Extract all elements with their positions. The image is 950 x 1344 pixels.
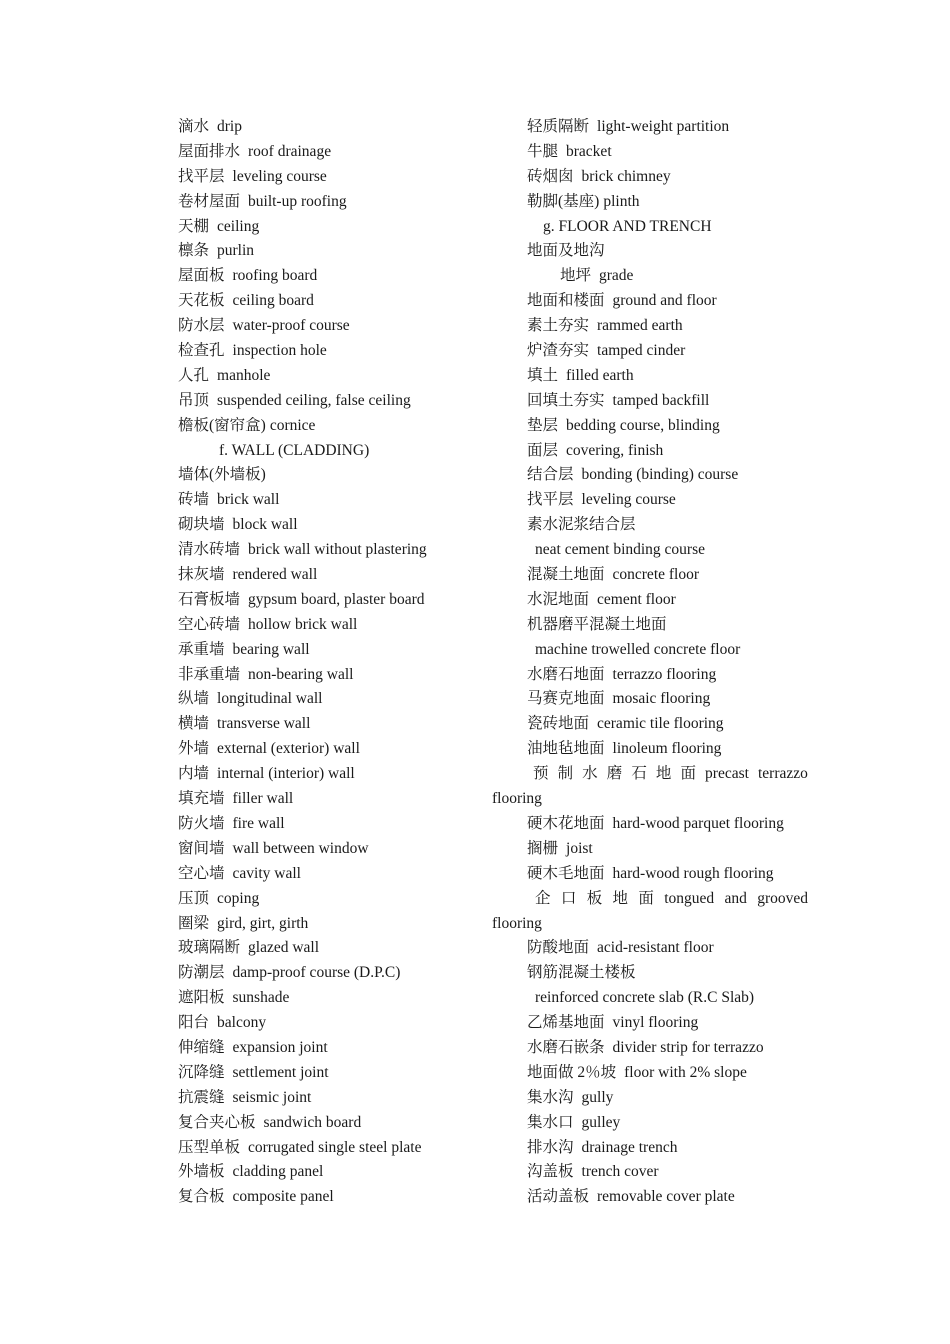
term-row xyxy=(492,1111,808,1136)
term-row xyxy=(178,812,478,837)
term-chinese-char: 制 xyxy=(557,765,574,783)
term-row xyxy=(492,1185,808,1210)
term-english: cavity wall xyxy=(232,864,301,882)
term-english: sunshade xyxy=(232,989,290,1007)
term-chinese: 外墙板 xyxy=(178,1163,225,1181)
term-row xyxy=(178,712,478,737)
term-english: terrazzo flooring xyxy=(612,665,717,683)
term-chinese-char: 面 xyxy=(680,765,696,783)
term-chinese: 检查孔 xyxy=(178,342,225,360)
term-row xyxy=(178,687,478,712)
term-chinese: 面层 xyxy=(527,441,559,459)
term-english: floor with 2% slope xyxy=(624,1063,747,1081)
term-english: gypsum board, plaster board xyxy=(248,590,425,608)
term-row xyxy=(178,1160,478,1185)
term-chinese: 素土夯实 xyxy=(527,317,590,335)
term-row-continuation xyxy=(492,538,808,563)
term-chinese: 垫层 xyxy=(527,416,559,434)
section-heading-text: f. WALL (CLADDING) xyxy=(219,441,370,459)
term-chinese: 结合层 xyxy=(527,466,574,484)
term-row xyxy=(492,613,808,638)
term-chinese: 防火墙 xyxy=(178,814,225,832)
term-row xyxy=(492,463,808,488)
term-chinese: 檐板(窗帘盒) xyxy=(178,416,266,434)
term-english: manhole xyxy=(217,366,271,384)
term-english: built-up roofing xyxy=(248,192,347,210)
term-english: seismic joint xyxy=(232,1088,312,1106)
term-english: joist xyxy=(566,839,593,857)
term-english: settlement joint xyxy=(232,1063,329,1081)
term-chinese: 防酸地面 xyxy=(527,939,590,957)
term-chinese: 内墙 xyxy=(178,765,210,783)
term-chinese: 轻质隔断 xyxy=(527,118,590,135)
term-english: leveling course xyxy=(232,167,327,185)
term-row xyxy=(178,488,478,513)
term-chinese: 抗震缝 xyxy=(178,1088,225,1106)
term-english: corrugated single steel plate xyxy=(248,1138,422,1156)
term-row xyxy=(492,414,808,439)
term-row xyxy=(492,190,808,215)
term-chinese: 地面和楼面 xyxy=(527,292,605,310)
term-chinese-char: 企 xyxy=(535,889,551,907)
term-chinese: 遮阳板 xyxy=(178,989,225,1007)
term-chinese: 活动盖板 xyxy=(527,1188,590,1206)
term-row xyxy=(492,1061,808,1086)
term-chinese: 水泥地面 xyxy=(527,590,590,608)
term-row xyxy=(492,1136,808,1161)
term-chinese: 防水层 xyxy=(178,317,225,335)
term-english: ground and floor xyxy=(612,292,717,310)
term-chinese-char: 磨 xyxy=(606,765,623,783)
term-english: hard-wood parquet flooring xyxy=(612,814,784,832)
term-english: gird, girt, girth xyxy=(217,914,309,932)
term-chinese: 石膏板墙 xyxy=(178,590,241,608)
term-chinese: 找平层 xyxy=(178,167,225,185)
term-english: coping xyxy=(217,889,260,907)
term-chinese: 地面及地沟 xyxy=(527,242,605,260)
term-row xyxy=(492,513,808,538)
term-english: sandwich board xyxy=(263,1113,362,1131)
term-english: plinth xyxy=(603,192,640,210)
term-english: inspection hole xyxy=(232,342,327,360)
term-row xyxy=(492,289,808,314)
term-chinese: 马赛克地面 xyxy=(527,690,605,708)
term-row xyxy=(178,887,478,912)
term-english: bearing wall xyxy=(232,640,310,658)
term-english: gulley xyxy=(581,1113,621,1131)
term-chinese: 回填土夯实 xyxy=(527,391,605,409)
term-row xyxy=(178,762,478,787)
term-row xyxy=(492,364,808,389)
term-row xyxy=(178,264,478,289)
term-row xyxy=(492,663,808,688)
term-english: machine trowelled concrete floor xyxy=(535,640,741,658)
term-chinese: 玻璃隔断 xyxy=(178,939,241,957)
term-chinese: 地坪 xyxy=(560,267,592,285)
term-chinese: 檩条 xyxy=(178,242,210,260)
term-english: bedding course, blinding xyxy=(566,416,720,434)
term-chinese: 天花板 xyxy=(178,292,225,310)
term-row xyxy=(178,1036,478,1061)
term-row xyxy=(178,140,478,165)
term-chinese-char: 板 xyxy=(586,889,603,907)
term-chinese: 瓷砖地面 xyxy=(527,715,590,733)
term-chinese: 硬木毛地面 xyxy=(527,864,605,882)
term-row xyxy=(492,687,808,712)
term-english: bracket xyxy=(566,142,612,160)
term-chinese-char: 石 xyxy=(631,765,647,783)
term-row xyxy=(178,190,478,215)
section-heading-floor xyxy=(492,215,808,240)
term-row xyxy=(492,812,808,837)
term-row xyxy=(492,439,808,464)
term-english: fire wall xyxy=(232,814,285,832)
term-english: glazed wall xyxy=(248,939,320,957)
term-row xyxy=(178,588,478,613)
term-chinese: 清水砖墙 xyxy=(178,541,241,559)
term-english: vinyl flooring xyxy=(612,1014,699,1032)
term-chinese: 滴水 xyxy=(178,118,210,135)
term-english: external (exterior) wall xyxy=(217,740,360,758)
term-row xyxy=(492,1036,808,1061)
term-chinese: 沉降缝 xyxy=(178,1063,225,1081)
term-chinese: 抹灰墙 xyxy=(178,566,225,584)
term-row xyxy=(178,538,478,563)
term-english: balcony xyxy=(217,1014,267,1032)
term-english: filler wall xyxy=(232,790,294,808)
term-english: covering, finish xyxy=(566,441,664,459)
term-chinese: 空心砖墙 xyxy=(178,615,241,633)
term-english: internal (interior) wall xyxy=(217,765,355,783)
term-chinese: 填充墙 xyxy=(178,790,225,808)
term-english: ceiling xyxy=(217,217,260,235)
term-row xyxy=(178,1136,478,1161)
term-row xyxy=(492,165,808,190)
term-english: damp-proof course (D.P.C) xyxy=(232,964,401,982)
term-row xyxy=(178,1086,478,1111)
term-row xyxy=(178,1111,478,1136)
term-english: filled earth xyxy=(566,366,634,384)
term-english-word: terrazzo xyxy=(758,765,808,783)
term-chinese-char: 地 xyxy=(612,889,629,907)
term-row xyxy=(492,314,808,339)
term-english: drip xyxy=(217,118,242,135)
term-english: cladding panel xyxy=(232,1163,324,1181)
term-english: hollow brick wall xyxy=(248,615,358,633)
term-row xyxy=(178,289,478,314)
term-chinese-char: 水 xyxy=(582,765,598,783)
term-english: composite panel xyxy=(232,1188,334,1206)
term-chinese: 人孔 xyxy=(178,366,210,384)
term-english: flooring xyxy=(492,790,542,808)
term-chinese: 沟盖板 xyxy=(527,1163,574,1181)
term-english: drainage trench xyxy=(581,1138,678,1156)
term-chinese: 承重墙 xyxy=(178,640,225,658)
term-row xyxy=(178,389,478,414)
term-chinese: 复合板 xyxy=(178,1188,225,1206)
term-chinese: 空心墙 xyxy=(178,864,225,882)
term-row xyxy=(492,1160,808,1185)
term-chinese: 屋面排水 xyxy=(178,142,241,160)
term-row xyxy=(492,961,808,986)
term-english: expansion joint xyxy=(232,1038,328,1056)
term-english: transverse wall xyxy=(217,715,311,733)
term-row xyxy=(178,364,478,389)
term-row xyxy=(178,339,478,364)
term-row xyxy=(178,787,478,812)
term-chinese: 水磨石嵌条 xyxy=(527,1038,605,1056)
term-english: wall between window xyxy=(232,839,369,857)
term-row xyxy=(178,663,478,688)
term-english: suspended ceiling, false ceiling xyxy=(217,391,411,409)
term-row xyxy=(492,239,808,264)
term-english: block wall xyxy=(232,516,298,534)
term-english: grade xyxy=(599,267,634,285)
term-english-word: tongued xyxy=(664,889,715,907)
term-chinese-char: 地 xyxy=(655,765,672,783)
term-chinese-char: 面 xyxy=(638,889,654,907)
term-english: tamped cinder xyxy=(597,342,686,360)
term-row xyxy=(492,140,808,165)
term-chinese: 卷材屋面 xyxy=(178,192,241,210)
term-row xyxy=(492,115,808,140)
term-row xyxy=(178,986,478,1011)
term-chinese: 排水沟 xyxy=(527,1138,574,1156)
term-row xyxy=(492,389,808,414)
term-row xyxy=(178,837,478,862)
term-row xyxy=(178,239,478,264)
term-row xyxy=(178,737,478,762)
term-chinese: 集水口 xyxy=(527,1113,574,1131)
term-row-continuation xyxy=(492,638,808,663)
term-row xyxy=(492,837,808,862)
term-chinese: 找平层 xyxy=(527,491,574,509)
term-chinese: 钢筋混凝土楼板 xyxy=(527,964,636,982)
term-row xyxy=(178,314,478,339)
term-row xyxy=(178,563,478,588)
term-chinese: 砖墙 xyxy=(178,491,210,509)
term-english: light-weight partition xyxy=(597,118,730,135)
term-english: hard-wood rough flooring xyxy=(612,864,774,882)
term-chinese: 水磨石地面 xyxy=(527,665,605,683)
term-english: purlin xyxy=(217,242,255,260)
term-row xyxy=(492,862,808,887)
term-chinese: 搁栅 xyxy=(527,839,559,857)
term-chinese: 填土 xyxy=(527,366,559,384)
term-chinese-char: 口 xyxy=(560,889,577,907)
term-row xyxy=(492,488,808,513)
term-english: roofing board xyxy=(232,267,318,285)
term-row xyxy=(178,638,478,663)
term-chinese: 窗间墙 xyxy=(178,839,225,857)
term-chinese: 炉渣夯实 xyxy=(527,342,590,360)
term-english: rendered wall xyxy=(232,566,318,584)
term-english: roof drainage xyxy=(248,142,332,160)
term-row-wrap xyxy=(492,912,808,937)
term-chinese: 压顶 xyxy=(178,889,210,907)
term-chinese: 油地毡地面 xyxy=(527,740,605,758)
term-row xyxy=(178,1061,478,1086)
term-chinese: 非承重墙 xyxy=(178,665,241,683)
term-english: ceiling board xyxy=(232,292,314,310)
term-chinese: 纵墙 xyxy=(178,690,210,708)
term-row xyxy=(178,115,478,140)
term-row xyxy=(492,737,808,762)
term-row xyxy=(178,513,478,538)
term-english-word: grooved xyxy=(757,889,808,907)
term-row xyxy=(178,613,478,638)
term-english: cornice xyxy=(269,416,316,434)
term-english: linoleum flooring xyxy=(612,740,722,758)
term-english: concrete floor xyxy=(612,566,700,584)
term-english: gully xyxy=(581,1088,614,1106)
term-row xyxy=(492,1011,808,1036)
term-chinese: 机器磨平混凝土地面 xyxy=(527,615,667,633)
term-chinese: 地面做 2％坡 xyxy=(527,1063,617,1081)
term-english: trench cover xyxy=(581,1163,659,1181)
left-column xyxy=(178,115,478,1210)
term-row xyxy=(178,1011,478,1036)
term-english: ceramic tile flooring xyxy=(597,715,724,733)
term-chinese: 伸缩缝 xyxy=(178,1038,225,1056)
term-row xyxy=(178,862,478,887)
term-english: water-proof course xyxy=(232,317,350,335)
term-english: neat cement binding course xyxy=(535,541,706,559)
term-chinese: 复合夹心板 xyxy=(178,1113,256,1131)
term-chinese: 屋面板 xyxy=(178,267,225,285)
term-row xyxy=(492,712,808,737)
term-english: longitudinal wall xyxy=(217,690,323,708)
term-chinese: 混凝土地面 xyxy=(527,566,605,584)
term-chinese: 压型单板 xyxy=(178,1138,241,1156)
term-row xyxy=(492,563,808,588)
term-chinese: 天棚 xyxy=(178,217,210,235)
term-english: brick chimney xyxy=(581,167,671,185)
section-heading-wall xyxy=(178,439,478,464)
term-row xyxy=(178,414,478,439)
term-chinese-char: 预 xyxy=(533,765,549,783)
term-row xyxy=(492,1086,808,1111)
term-english: rammed earth xyxy=(597,317,683,335)
term-chinese: 勒脚(基座) xyxy=(527,192,600,210)
term-english: bonding (binding) course xyxy=(581,466,739,484)
term-row xyxy=(178,936,478,961)
term-chinese: 乙烯基地面 xyxy=(527,1014,605,1032)
term-english: leveling course xyxy=(581,491,676,509)
term-chinese: 素水泥浆结合层 xyxy=(527,516,636,534)
term-row xyxy=(492,936,808,961)
term-english-word: precast xyxy=(705,765,749,783)
term-chinese: 外墙 xyxy=(178,740,210,758)
term-english: divider strip for terrazzo xyxy=(612,1038,764,1056)
term-english-word: and xyxy=(724,889,747,907)
term-row xyxy=(178,463,478,488)
term-english: tamped backfill xyxy=(612,391,710,409)
term-row-justified xyxy=(492,762,808,787)
term-row xyxy=(178,215,478,240)
term-english: brick wall without plastering xyxy=(248,541,427,559)
term-chinese: 集水沟 xyxy=(527,1088,574,1106)
term-row-wrap xyxy=(492,787,808,812)
term-chinese: 阳台 xyxy=(178,1014,210,1032)
term-chinese: 圈梁 xyxy=(178,914,210,932)
term-row xyxy=(492,588,808,613)
term-row-justified xyxy=(492,887,808,912)
right-column xyxy=(492,115,808,1210)
term-chinese: 硬木花地面 xyxy=(527,814,605,832)
term-row xyxy=(178,912,478,937)
term-row xyxy=(178,961,478,986)
term-chinese: 砌块墙 xyxy=(178,516,225,534)
term-english: removable cover plate xyxy=(597,1188,735,1206)
term-chinese: 横墙 xyxy=(178,715,210,733)
term-row xyxy=(178,1185,478,1210)
term-english: reinforced concrete slab (R.C Slab) xyxy=(535,989,755,1007)
term-row xyxy=(492,264,808,289)
term-english: acid-resistant floor xyxy=(597,939,714,957)
term-english: flooring xyxy=(492,914,542,932)
term-english: mosaic flooring xyxy=(612,690,711,708)
term-chinese: 墙体(外墙板) xyxy=(178,466,266,484)
term-english: brick wall xyxy=(217,491,280,509)
term-english: cement floor xyxy=(597,590,676,608)
term-chinese: 防潮层 xyxy=(178,964,225,982)
term-row xyxy=(492,339,808,364)
term-chinese: 砖烟囱 xyxy=(527,167,574,185)
term-row-continuation xyxy=(492,986,808,1011)
term-chinese: 吊顶 xyxy=(178,391,210,409)
term-chinese: 牛腿 xyxy=(527,142,559,160)
term-english: non-bearing wall xyxy=(248,665,354,683)
section-heading-text: g. FLOOR AND TRENCH xyxy=(543,217,712,235)
term-row xyxy=(178,165,478,190)
